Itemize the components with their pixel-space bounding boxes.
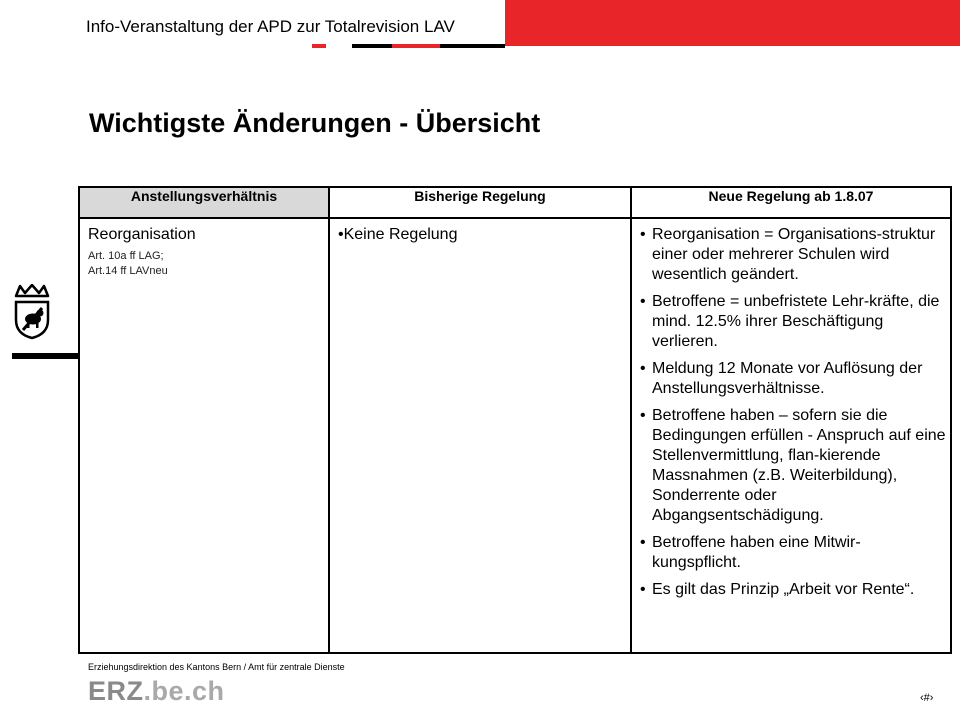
column-header: Bisherige Regelung <box>329 187 631 218</box>
list-item: • Es gilt das Prinzip „Arbeit vor Rente“. <box>640 580 946 600</box>
list-item: • Reorganisation = Organisations-struktur einer oder mehrerer Schulen wird wesentlich geändert. <box>640 225 946 285</box>
list-item: • Betroffene haben – sofern sie die Bedingungen erfüllen - Anspruch auf eine Stellenvermittlung, flan-kierende Massnahmen (z.B. Weiterbildung), Sonderrente oder Abgangsentschädigung. <box>640 406 946 526</box>
erz-logo-main: ERZ <box>88 676 144 706</box>
article-references <box>88 249 328 279</box>
logo-bar <box>12 353 78 359</box>
table-header-row <box>79 187 951 218</box>
table-cell-employment-relationship <box>79 218 329 653</box>
article-reference: Art.14 ff LAVneu <box>88 265 168 277</box>
header-accent-segment <box>352 44 392 48</box>
changes-table <box>78 186 952 654</box>
list-item: • Meldung 12 Monate vor Auflösung der Anstellungsverhältnisse. <box>640 359 946 399</box>
table-cell-previous-rule <box>329 218 631 653</box>
previous-rule-text: •Keine Regelung <box>338 226 458 243</box>
presentation-title: Info-Veranstaltung der APD zur Totalrevision LAV <box>86 17 455 36</box>
list-item: • Betroffene = unbefristete Lehr-kräfte, die mind. 12.5% ihrer Beschäftigung verlieren. <box>640 292 946 352</box>
erz-logo-suffix: .be.ch <box>143 676 225 706</box>
header-accent-segment <box>312 44 326 48</box>
list-item: • Betroffene haben eine Mitwir-kungspflicht. <box>640 533 946 573</box>
new-rule-list <box>640 225 946 600</box>
page-number: ‹#› <box>920 692 934 704</box>
header-accent-segment <box>392 44 440 48</box>
bern-coat-of-arms-icon <box>12 284 52 340</box>
row-title: Reorganisation <box>88 226 196 243</box>
column-header: Anstellungsverhältnis <box>79 187 329 218</box>
page-title: Wichtigste Änderungen - Übersicht <box>89 108 541 138</box>
article-reference: Art. 10a ff LAG; <box>88 250 164 262</box>
header-accent-segment <box>440 44 505 48</box>
table-cell-new-rule <box>631 218 951 653</box>
header-accent-segment <box>326 44 352 48</box>
erz-logo <box>88 676 225 707</box>
table-row <box>79 218 951 653</box>
header-red-bar <box>505 0 960 46</box>
column-header: Neue Regelung ab 1.8.07 <box>631 187 951 218</box>
footer-organization: Erziehungsdirektion des Kantons Bern / Amt für zentrale Dienste <box>88 662 345 672</box>
